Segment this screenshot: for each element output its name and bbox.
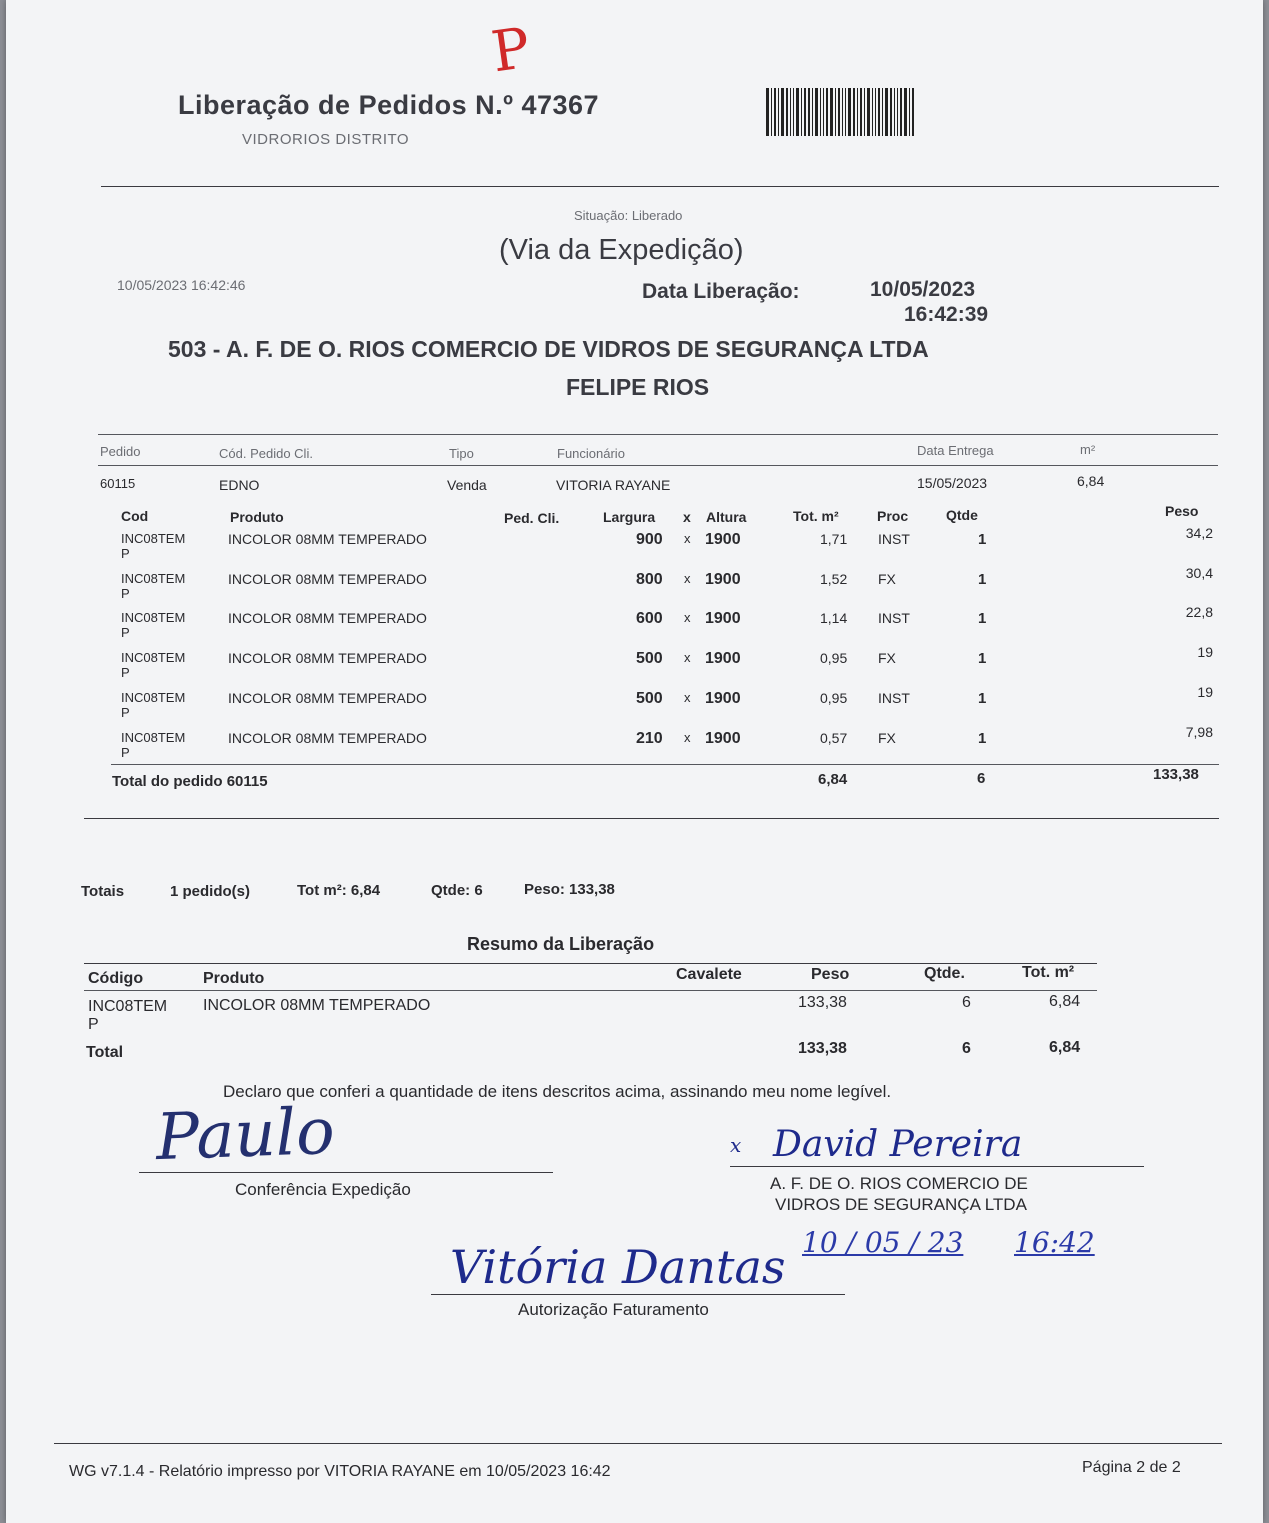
item-tot-m2: 1,14 xyxy=(820,610,848,626)
barcode-bar xyxy=(786,88,788,136)
barcode-bar xyxy=(872,88,873,136)
company-signature-prefix: x xyxy=(730,1133,742,1157)
item-largura: 600 xyxy=(636,610,663,627)
item-largura: 800 xyxy=(636,571,663,588)
item-col-peso: Peso xyxy=(1165,503,1199,519)
col-funcionario: Funcionário xyxy=(557,446,625,461)
data-liberacao-date: 10/05/2023 xyxy=(870,278,976,301)
resumo-total-tot-m2: 6,84 xyxy=(1049,1039,1081,1056)
barcode-bar xyxy=(771,88,772,136)
barcode-bar xyxy=(774,88,776,136)
barcode-bar xyxy=(820,88,821,136)
item-produto: INCOLOR 08MM TEMPERADO xyxy=(228,531,427,547)
company-sign-line2: VIDROS DE SEGURANÇA LTDA xyxy=(775,1195,1027,1214)
item-cod: INC08TEM xyxy=(121,730,186,745)
order-funcionario: VITORIA RAYANE xyxy=(556,477,671,493)
items-bottom-line xyxy=(84,818,1219,819)
item-proc: INST xyxy=(878,531,910,547)
barcode-bar xyxy=(864,88,865,136)
barcode-bar xyxy=(875,88,876,136)
company-name: 503 - A. F. DE O. RIOS COMERCIO DE VIDROS DE SEGURANÇA LTDA xyxy=(168,336,929,362)
item-proc: INST xyxy=(878,610,910,626)
item-proc: FX xyxy=(878,730,896,746)
item-produto: INCOLOR 08MM TEMPERADO xyxy=(228,690,427,706)
order-top-line xyxy=(98,434,1218,435)
items-total-peso: 133,38 xyxy=(1153,766,1199,783)
order-m2: 6,84 xyxy=(1077,473,1105,489)
via-label: (Via da Expedição) xyxy=(499,234,744,266)
company-sign-line1: A. F. DE O. RIOS COMERCIO DE xyxy=(770,1174,1028,1193)
resumo-col-peso: Peso xyxy=(811,966,850,983)
item-col-cod: Cod xyxy=(121,508,149,524)
item-produto: INCOLOR 08MM TEMPERADO xyxy=(228,730,427,746)
item-proc: FX xyxy=(878,650,896,666)
barcode-bar xyxy=(823,88,824,136)
item-largura: 210 xyxy=(636,730,663,747)
barcode-bar xyxy=(878,88,880,136)
resumo-row-codigo: INC08TEM xyxy=(88,998,168,1015)
handwritten-date: 10 / 05 / 23 xyxy=(802,1226,964,1259)
item-col-proc: Proc xyxy=(877,508,909,524)
barcode-bar xyxy=(830,88,833,136)
col-cod-pedido-cli: Cód. Pedido Cli. xyxy=(219,446,313,461)
item-qtde: 1 xyxy=(978,571,987,588)
order-data-entrega: 15/05/2023 xyxy=(917,475,988,491)
item-x: x xyxy=(684,571,691,586)
totais-pedidos: 1 pedido(s) xyxy=(170,883,251,900)
item-proc: FX xyxy=(878,571,896,587)
document-page xyxy=(6,0,1263,1523)
barcode-bar xyxy=(781,88,784,136)
resumo-row-qtde: 6 xyxy=(962,994,971,1011)
resumo-col-produto: Produto xyxy=(203,970,265,987)
item-altura: 1900 xyxy=(705,610,741,627)
item-produto: INCOLOR 08MM TEMPERADO xyxy=(228,610,427,626)
item-largura: 500 xyxy=(636,690,663,707)
item-qtde: 1 xyxy=(978,730,987,747)
client-person: FELIPE RIOS xyxy=(566,374,710,400)
autorizacao-signature: Vitória Dantas xyxy=(450,1240,786,1294)
item-col-produto: Produto xyxy=(230,509,284,525)
declaration-text: Declaro que conferi a quantidade de itens descritos acima, assinando meu nome legível. xyxy=(223,1082,892,1101)
item-tot-m2: 0,57 xyxy=(820,730,848,746)
resumo-col-codigo: Código xyxy=(88,970,144,987)
item-altura: 1900 xyxy=(705,571,741,588)
item-cod-continued: P xyxy=(121,745,130,760)
resumo-col-cavalete: Cavalete xyxy=(676,966,742,983)
item-peso: 19 xyxy=(1197,684,1213,700)
item-altura: 1900 xyxy=(705,730,741,747)
resumo-col-tot-m2: Tot. m² xyxy=(1022,964,1075,981)
item-col-tot-m2: Tot. m² xyxy=(793,508,839,524)
order-tipo: Venda xyxy=(447,477,487,493)
item-cod: INC08TEM xyxy=(121,690,186,705)
barcode-bar xyxy=(812,88,813,136)
totais-peso: Peso: 133,38 xyxy=(524,881,615,898)
resumo-row-codigo-2: P xyxy=(88,1016,99,1033)
document-title: Liberação de Pedidos N.º 47367 xyxy=(178,90,600,120)
item-peso: 19 xyxy=(1197,644,1213,660)
item-tot-m2: 0,95 xyxy=(820,690,848,706)
barcode-bar xyxy=(909,88,910,136)
item-tot-m2: 1,52 xyxy=(820,571,848,587)
barcode-bar xyxy=(842,88,843,136)
col-data-entrega: Data Entrega xyxy=(917,443,994,458)
item-cod-continued: P xyxy=(121,546,130,561)
col-m2: m² xyxy=(1080,442,1096,457)
barcode-bar xyxy=(853,88,855,136)
item-cod: INC08TEM xyxy=(121,571,186,586)
barcode-bar xyxy=(790,88,791,136)
barcode-bar xyxy=(804,88,806,136)
item-peso: 34,2 xyxy=(1185,525,1213,541)
resumo-total-qtde: 6 xyxy=(962,1040,971,1057)
item-qtde: 1 xyxy=(978,610,987,627)
item-col-altura: Altura xyxy=(706,509,747,525)
resumo-row-produto: INCOLOR 08MM TEMPERADO xyxy=(203,997,431,1014)
resumo-total-label: Total xyxy=(86,1044,124,1061)
conferencia-signature: Paulo xyxy=(154,1094,336,1176)
item-cod-continued: P xyxy=(121,586,130,601)
item-cod-continued: P xyxy=(121,705,130,720)
footer-left: WG v7.1.4 - Relatório impresso por VITORIA RAYANE em 10/05/2023 16:42 xyxy=(69,1463,611,1480)
barcode-bar xyxy=(867,88,870,136)
item-cod: INC08TEM xyxy=(121,650,186,665)
resumo-total-peso: 133,38 xyxy=(798,1040,847,1057)
autorizacao-line xyxy=(431,1294,845,1295)
items-total-label: Total do pedido 60115 xyxy=(112,773,268,790)
header-divider xyxy=(101,186,1219,187)
handwritten-time: 16:42 xyxy=(1014,1226,1095,1259)
resumo-header-line xyxy=(84,990,1097,991)
barcode-bar xyxy=(857,88,858,136)
item-cod-continued: P xyxy=(121,625,130,640)
company-sign-line xyxy=(730,1166,1144,1167)
barcode-bar xyxy=(897,88,898,136)
conferencia-line xyxy=(139,1172,553,1173)
situacao-text: Situação: Liberado xyxy=(574,208,683,223)
barcode-bar xyxy=(801,88,802,136)
item-altura: 1900 xyxy=(705,650,741,667)
printed-timestamp: 10/05/2023 16:42:46 xyxy=(117,277,246,293)
resumo-row-peso: 133,38 xyxy=(798,994,847,1011)
item-col-ped-cli: Ped. Cli. xyxy=(504,510,560,526)
item-col-largura: Largura xyxy=(603,509,656,525)
totais-label: Totais xyxy=(81,883,125,900)
items-total-m2: 6,84 xyxy=(818,771,848,788)
barcode-bar xyxy=(894,88,895,136)
order-pedido: 60115 xyxy=(100,476,136,491)
data-liberacao-time: 16:42:39 xyxy=(904,303,989,326)
item-x: x xyxy=(684,610,691,625)
barcode-bar xyxy=(796,88,799,136)
data-liberacao-label: Data Liberação: xyxy=(642,280,800,303)
item-proc: INST xyxy=(878,690,910,706)
item-x: x xyxy=(684,730,691,745)
resumo-row-tot-m2: 6,84 xyxy=(1049,993,1081,1010)
barcode-bar xyxy=(890,88,892,136)
resumo-title: Resumo da Liberação xyxy=(467,934,655,954)
item-peso: 22,8 xyxy=(1185,604,1213,620)
col-pedido: Pedido xyxy=(100,444,141,459)
item-cod: INC08TEM xyxy=(121,610,186,625)
barcode-bar xyxy=(793,88,794,136)
barcode-bar xyxy=(845,88,846,136)
barcode-bar xyxy=(882,88,883,136)
item-peso: 30,4 xyxy=(1185,565,1213,581)
footer-line xyxy=(54,1443,1222,1444)
col-tipo: Tipo xyxy=(449,446,474,461)
item-qtde: 1 xyxy=(978,650,987,667)
item-peso: 7,98 xyxy=(1185,724,1213,740)
conferencia-label: Conferência Expedição xyxy=(235,1180,411,1199)
item-x: x xyxy=(684,531,691,546)
barcode-bar xyxy=(904,88,907,136)
item-altura: 1900 xyxy=(705,531,741,548)
items-total-qtde: 6 xyxy=(977,770,986,787)
order-cod-pedido-cli: EDNO xyxy=(219,477,260,493)
barcode-bar xyxy=(835,88,836,136)
item-qtde: 1 xyxy=(978,690,987,707)
barcode-bar xyxy=(778,88,779,136)
resumo-top-line xyxy=(84,963,1097,964)
barcode-bar xyxy=(826,88,828,136)
barcode-bar xyxy=(860,88,862,136)
barcode-bar xyxy=(838,88,840,136)
item-x: x xyxy=(684,650,691,665)
item-tot-m2: 0,95 xyxy=(820,650,848,666)
totais-m2: Tot m²: 6,84 xyxy=(297,882,381,899)
company-signature: David Pereira xyxy=(773,1124,1023,1165)
item-cod: INC08TEM xyxy=(121,531,186,546)
item-cod-continued: P xyxy=(121,665,130,680)
item-altura: 1900 xyxy=(705,690,741,707)
item-largura: 900 xyxy=(636,531,663,548)
totais-qtde: Qtde: 6 xyxy=(431,882,483,899)
barcode xyxy=(766,88,966,136)
item-tot-m2: 1,71 xyxy=(820,531,848,547)
item-col-x: x xyxy=(683,509,691,525)
items-total-line xyxy=(111,764,1219,765)
barcode-bar xyxy=(885,88,888,136)
autorizacao-label: Autorização Faturamento xyxy=(518,1300,709,1319)
item-qtde: 1 xyxy=(978,531,987,548)
resumo-col-qtde: Qtde. xyxy=(924,965,965,982)
item-produto: INCOLOR 08MM TEMPERADO xyxy=(228,650,427,666)
item-x: x xyxy=(684,690,691,705)
barcode-bar xyxy=(848,88,851,136)
order-header-line xyxy=(98,465,1218,466)
barcode-bar xyxy=(815,88,818,136)
handwritten-mark: P xyxy=(487,15,535,86)
barcode-bar xyxy=(912,88,914,136)
item-largura: 500 xyxy=(636,650,663,667)
barcode-bar xyxy=(766,88,769,136)
document-subtitle: VIDRORIOS DISTRITO xyxy=(242,131,410,148)
footer-right: Página 2 de 2 xyxy=(1082,1459,1181,1476)
barcode-bar xyxy=(900,88,902,136)
item-col-qtde: Qtde xyxy=(946,507,978,523)
item-produto: INCOLOR 08MM TEMPERADO xyxy=(228,571,427,587)
barcode-bar xyxy=(808,88,810,136)
